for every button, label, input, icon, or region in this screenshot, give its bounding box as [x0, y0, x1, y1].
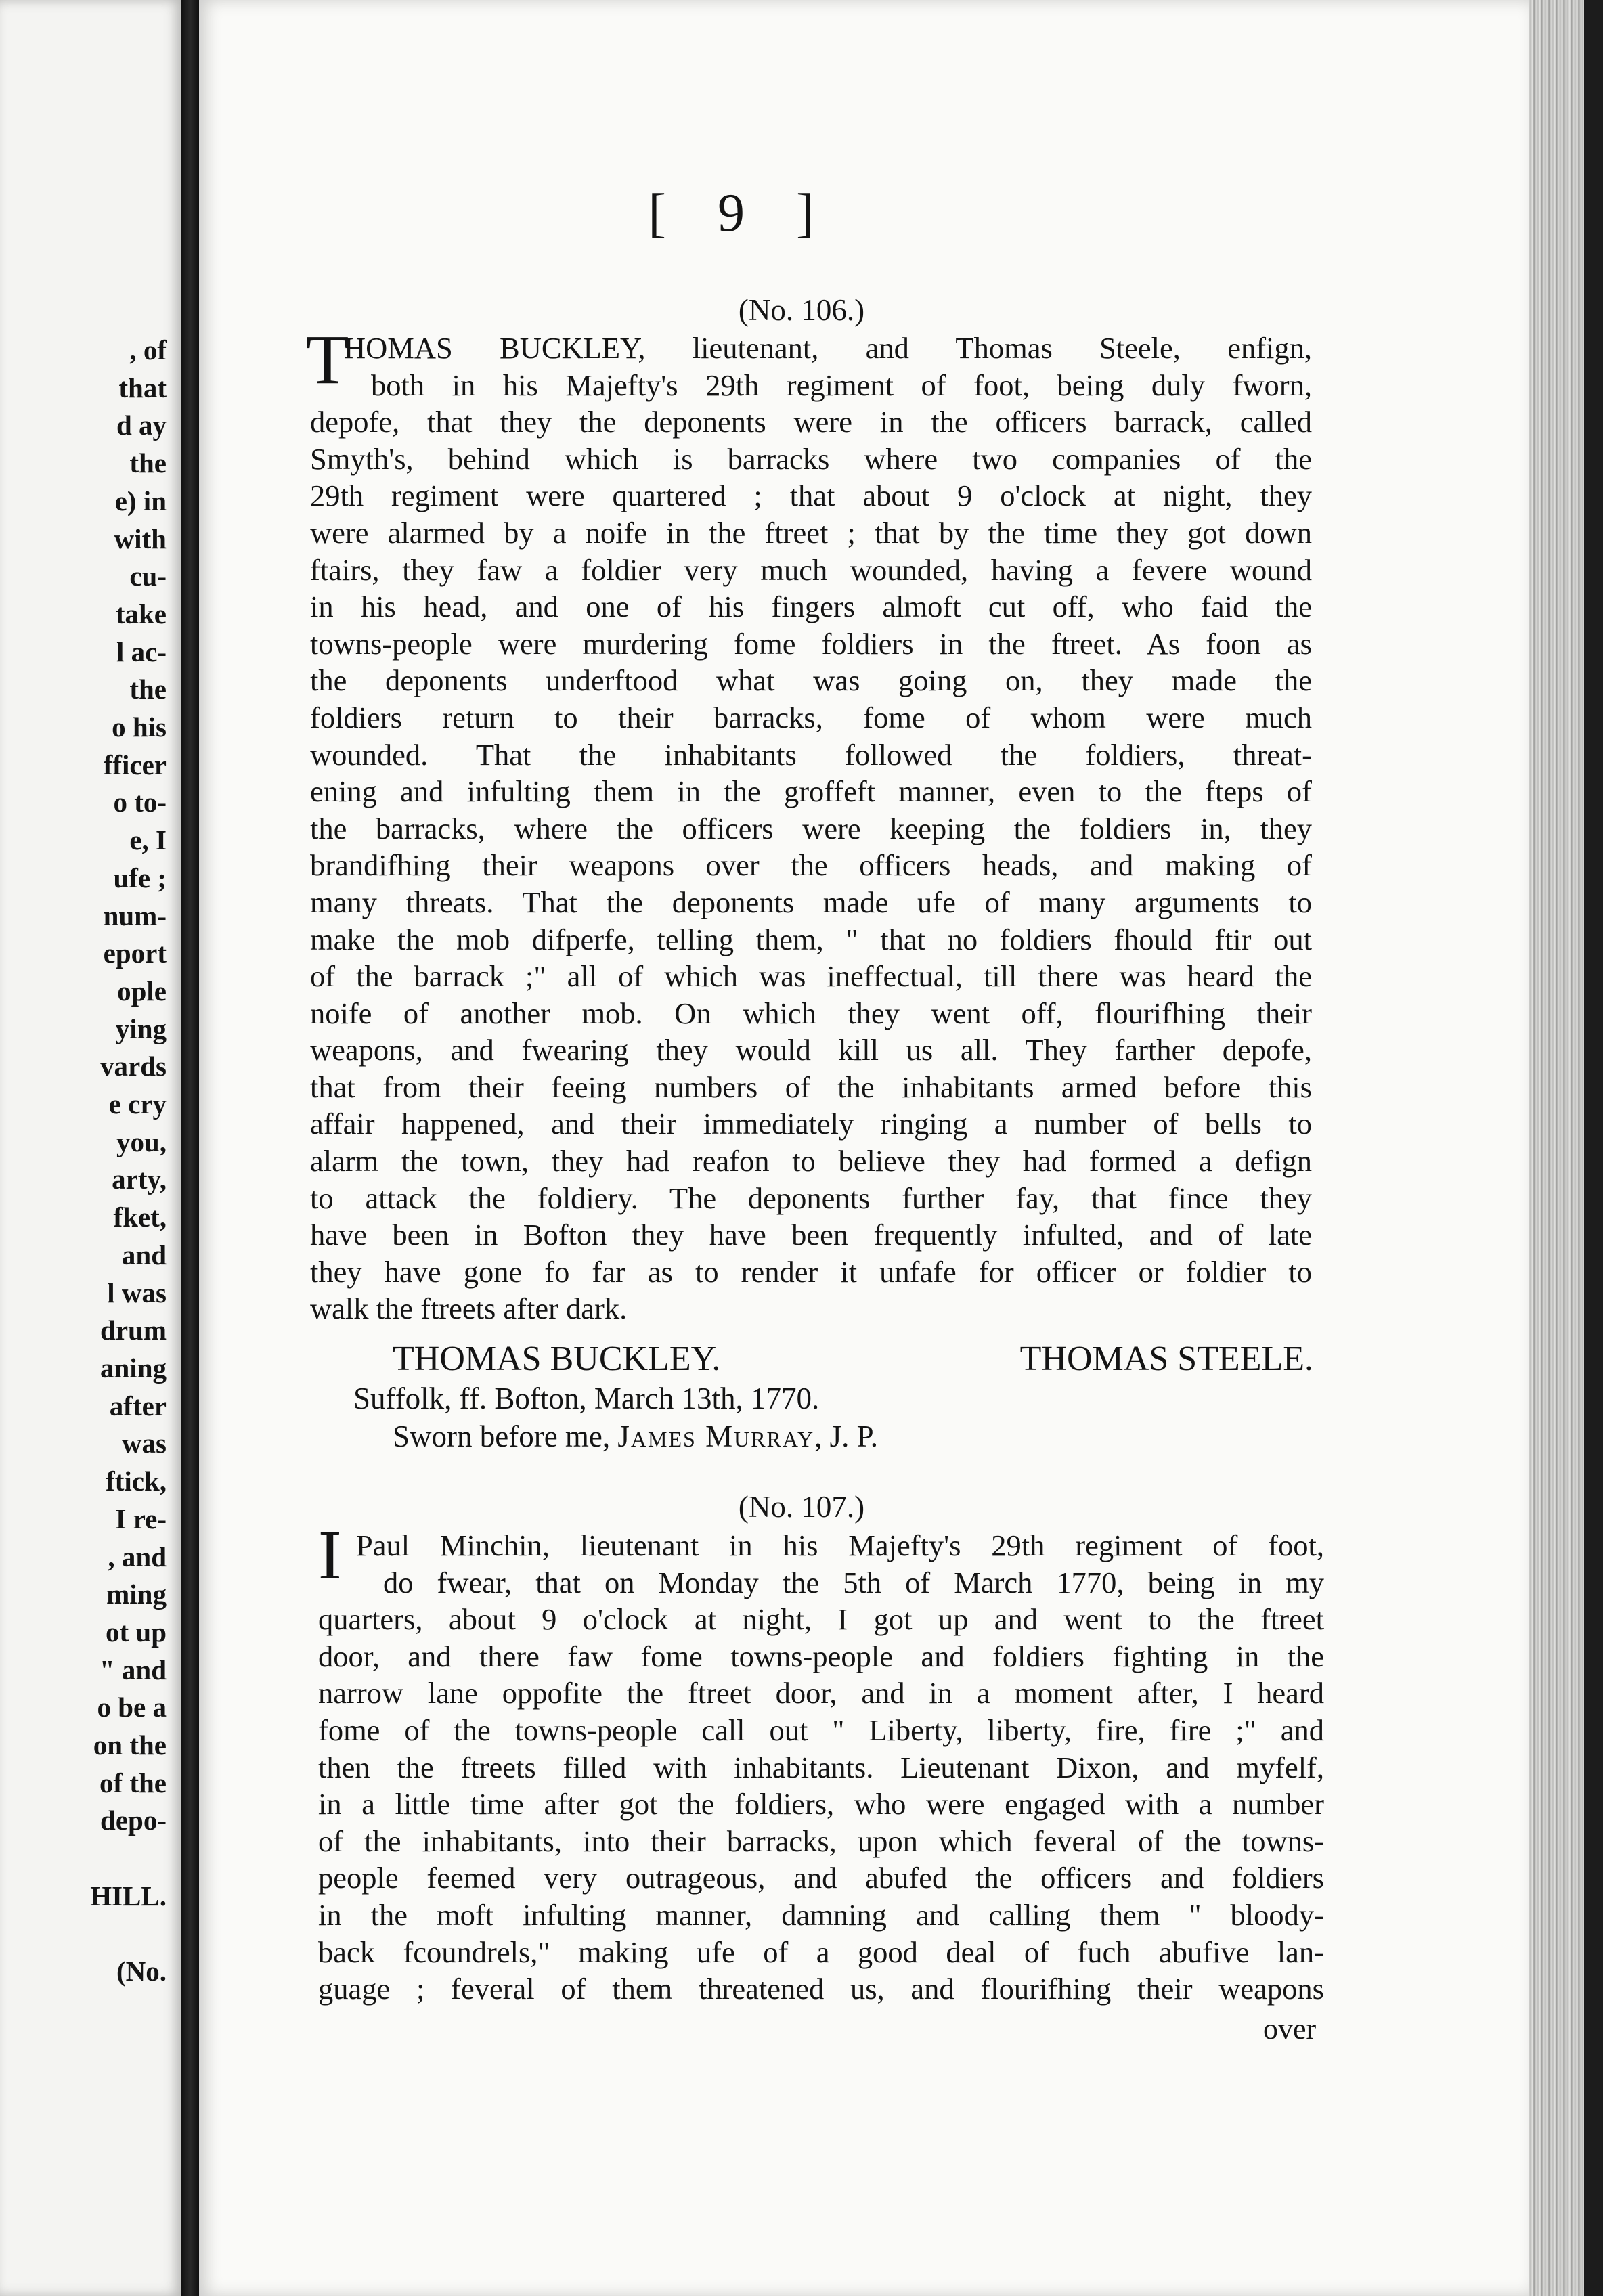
text-line: weapons, and fwearing they would kill us all. They farther depofe, [310, 1033, 1312, 1067]
page-number: [ 9 ] [648, 183, 833, 243]
signature-buckley: THOMAS BUCKLEY. [393, 1340, 721, 1378]
left-fragment-line: ople [117, 975, 167, 1007]
left-fragment-line: take [115, 598, 167, 630]
justice-title: , J. P. [814, 1419, 878, 1453]
left-fragment-line: aning [100, 1352, 167, 1384]
signature-steele: THOMAS STEELE. [1019, 1340, 1313, 1378]
left-fragment-line: ufe ; [113, 862, 167, 893]
left-fragment-line: fficer [103, 749, 167, 780]
sworn-line [393, 1419, 878, 1454]
left-fragment-line: e cry [108, 1088, 167, 1120]
text-line: back fcoundrels," making ufe of a good deal of fuch abufive lan- [318, 1935, 1324, 1969]
drop-cap-i: I [318, 1516, 342, 1594]
text-line: walk the ftreets after dark. [310, 1292, 628, 1326]
text-line: towns-people were murdering fome foldiers in the ftreet. As foon as [310, 626, 1312, 661]
text-line: do fwear, that on Monday the 5th of March 1770, being in my [383, 1565, 1324, 1599]
text-line: of the barrack ;" all of which was ineffectual, till there was heard the [310, 959, 1312, 994]
text-line: quarters, about 9 o'clock at night, I got up and went to the ftreet [318, 1602, 1324, 1637]
text-line: fome of the towns-people call out " Liberty, liberty, fire, fire ;" and [318, 1713, 1324, 1747]
text-line: ening and infulting them in the groffeft manner, even to the fteps of [310, 774, 1312, 809]
left-fragment-line [0, 1840, 167, 1878]
text-line: people feemed very outrageous, and abufed the officers and foldiers [318, 1861, 1324, 1895]
text-line: of the inhabitants, into their barracks, upon which feveral of the towns- [318, 1824, 1324, 1858]
page-edge [1529, 0, 1603, 2296]
left-fragment-line: arty, [112, 1164, 167, 1195]
text-line: in a little time after got the foldiers, who were engaged with a number [318, 1787, 1324, 1822]
venue-line: Suffolk, ff. Bofton, March 13th, 1770. [353, 1382, 820, 1415]
left-fragment-line: depo- [100, 1805, 167, 1836]
left-fragment-line: I re- [115, 1503, 167, 1535]
text-line: door, and there faw fome towns-people and foldiers fighting in the [318, 1639, 1324, 1673]
text-line: wounded. That the inhabitants followed the foldiers, threat- [310, 737, 1312, 772]
text-line: make the mob difperfe, telling them, " that no foldiers fhould ftir out [310, 922, 1312, 956]
justice-name: James Murray [617, 1419, 815, 1453]
left-fragment-line: o be a [97, 1692, 167, 1723]
left-fragment-line: after [109, 1390, 167, 1421]
left-page-text [0, 332, 167, 1991]
left-fragment-line: o his [112, 711, 167, 743]
left-fragment-line: (No. [116, 1956, 167, 1987]
left-fragment-line [0, 1916, 167, 1953]
deposition-107-text [318, 1527, 1324, 2008]
text-line: then the ftreets filled with inhabitants. Lieutenant Dixon, and myfelf, [318, 1750, 1324, 1784]
deposition-106-number: (No. 106.) [738, 293, 865, 327]
text-line: to attack the foldiery. The deponents further fay, that fince they [310, 1180, 1312, 1215]
text-line: foldiers return to their barracks, fome of whom were much [310, 700, 1312, 734]
text-line: HOMAS BUCKLEY, lieutenant, and Thomas Steele, enfign, [344, 331, 1312, 365]
left-fragment-line: on the [93, 1729, 167, 1761]
left-fragment-line: drum [100, 1315, 167, 1346]
text-line: depofe, that they the deponents were in the officers barrack, called [310, 405, 1312, 439]
left-fragment-line: that [118, 372, 167, 403]
text-line: both in his Majefty's 29th regiment of foot, being duly fworn, [371, 368, 1312, 402]
left-fragment-line: ftick, [106, 1465, 167, 1497]
left-fragment-line: d ay [116, 410, 167, 441]
text-line: many threats. That the deponents made ufe of many arguments to [310, 885, 1312, 919]
text-line: in the moft infulting manner, damning and calling them " bloody- [318, 1897, 1324, 1932]
left-fragment-line: the [129, 447, 167, 479]
left-fragment-line: eport [103, 937, 167, 969]
left-fragment-line: and [121, 1239, 167, 1271]
text-line: Smyth's, behind which is barracks where two companies of the [310, 441, 1312, 476]
left-fragment-line: of the [99, 1767, 167, 1798]
left-fragment-line: l ac- [116, 636, 167, 667]
left-fragment-line: HILL. [90, 1880, 167, 1912]
text-line: the barracks, where the officers were keeping the foldiers in, they [310, 811, 1312, 845]
left-fragment-line: e) in [114, 485, 167, 516]
text-line: in his head, and one of his fingers almoft cut off, who faid the [310, 590, 1312, 624]
sworn-prefix: Sworn before me, [393, 1419, 611, 1453]
deposition-106-text [310, 330, 1312, 1327]
left-fragment-line: with [114, 523, 167, 554]
drop-cap-t: T [306, 321, 349, 399]
left-fragment-line: vards [100, 1051, 167, 1082]
book-gutter [181, 0, 199, 2296]
left-fragment-line: l was [107, 1277, 167, 1308]
left-fragment-line: , and [108, 1541, 167, 1572]
left-page-fragment [0, 0, 181, 2296]
left-fragment-line: num- [103, 900, 167, 931]
text-line: brandifhing their weapons over the officers heads, and making of [310, 848, 1312, 883]
left-fragment-line: ot up [105, 1616, 167, 1648]
left-fragment-line: was [121, 1428, 167, 1459]
text-line: they have gone fo far as to render it unfafe for officer or foldier to [310, 1254, 1312, 1289]
text-line: narrow lane oppofite the ftreet door, and in a moment after, I heard [318, 1676, 1324, 1710]
deposition-107-number: (No. 107.) [738, 1490, 865, 1524]
left-fragment-line: o to- [113, 787, 167, 818]
text-line: guage ; feveral of them threatened us, and flourifhing their weapons [318, 1972, 1324, 2006]
text-line: 29th regiment were quartered ; that about 9 o'clock at night, they [310, 479, 1312, 513]
text-line: have been in Bofton they have been frequently infulted, and of late [310, 1218, 1312, 1252]
text-line: the deponents underftood what was going on, they made the [310, 663, 1312, 698]
text-line: that from their feeing numbers of the inhabitants armed before this [310, 1069, 1312, 1104]
signatures [393, 1339, 1313, 1379]
left-fragment-line: e, I [129, 824, 167, 856]
left-fragment-line: , of [129, 334, 167, 366]
left-fragment-line: ying [115, 1013, 167, 1044]
text-line: noife of another mob. On which they went off, flourifhing their [310, 996, 1312, 1030]
left-fragment-line: fket, [113, 1201, 167, 1233]
text-line: ftairs, they faw a foldier very much wounded, having a fevere wound [310, 552, 1312, 587]
left-fragment-line: you, [116, 1126, 167, 1157]
catchword: over [1263, 2012, 1317, 2046]
text-line: Paul Minchin, lieutenant in his Majefty's 29th regiment of foot, [356, 1528, 1324, 1562]
text-line: affair happened, and their immediately ringing a number of bells to [310, 1107, 1312, 1141]
left-fragment-line: the [129, 674, 167, 705]
left-fragment-line: " and [99, 1654, 167, 1685]
text-line: were alarmed by a noife in the ftreet ; that by the time they got down [310, 515, 1312, 550]
left-fragment-line: ming [106, 1578, 167, 1610]
left-fragment-line: cu- [129, 560, 167, 592]
text-line: alarm the town, they had reafon to believe they had formed a defign [310, 1144, 1312, 1178]
